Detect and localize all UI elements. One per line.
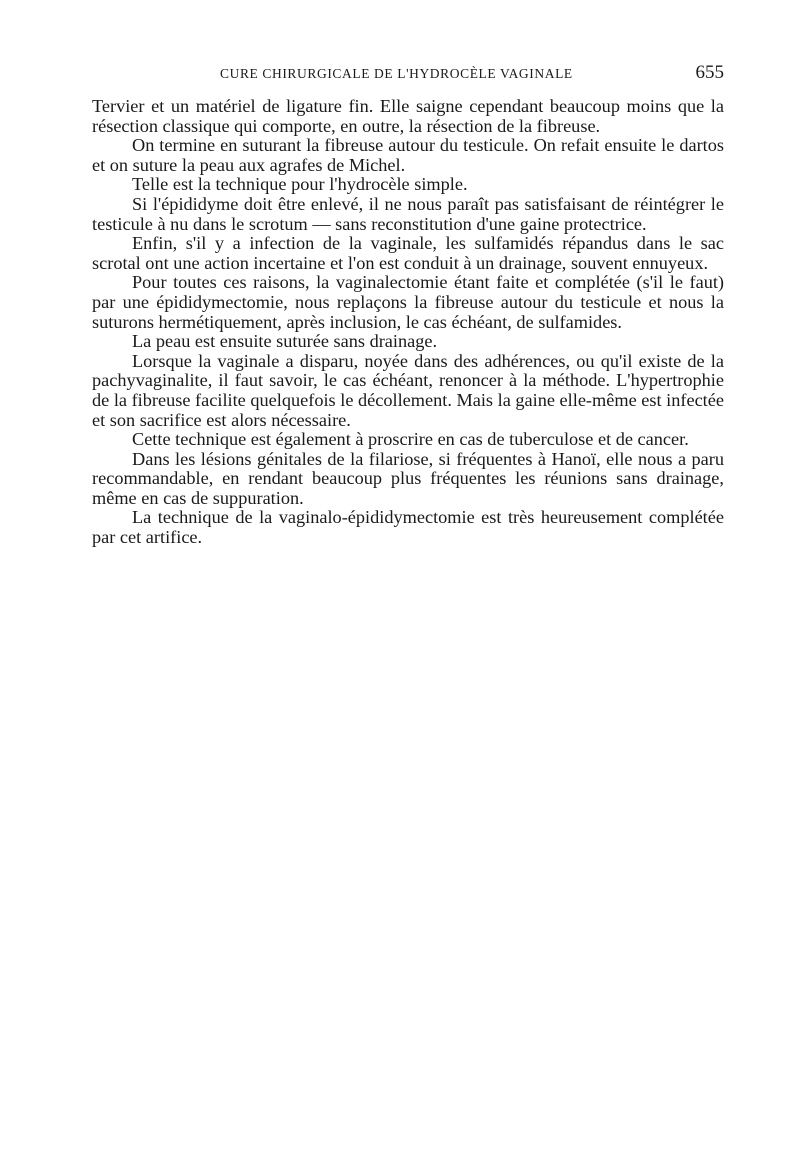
paragraph: Dans les lésions génitales de la filariose, si fréquentes à Hanoï, elle nous a paru recommandable, en rendant beaucoup plus fréquentes les réunions sans drainage, même en cas de suppuration. [92, 448, 724, 508]
running-title: CURE CHIRURGICALE DE L'HYDROCÈLE VAGINALE [220, 66, 573, 81]
running-header [92, 62, 724, 86]
paragraph: Telle est la technique pour l'hydrocèle simple. [132, 174, 468, 195]
paragraph: Enfin, s'il y a infection de la vaginale, les sulfamidés répandus dans le sac scrotal ont une action incertaine et l'on est conduit à un drainage, souvent ennuyeux. [92, 233, 724, 273]
paragraph: Si l'épididyme doit être enlevé, il ne nous paraît pas satisfaisant de réintégrer le testicule à nu dans le scrotum — sans reconstitution d'une gaine protectrice. [92, 193, 724, 234]
paragraph: Cette technique est également à proscrire en cas de tuberculose et de cancer. [132, 429, 689, 450]
paragraph: Lorsque la vaginale a disparu, noyée dans des adhérences, ou qu'il existe de la pachyvaginalite, il faut savoir, le cas échéant, renoncer à la méthode. L'hypertrophie de la fibreuse facilite quelquefois le décollement. Mais la gaine elle-même est infectée et son sacrifice est alors nécessaire. [92, 350, 724, 430]
paragraph: La technique de la vaginalo-épididymectomie est très heureusement complétée par cet artifice. [92, 507, 724, 548]
paragraph: La peau est ensuite suturée sans drainage. [132, 331, 438, 352]
paragraph: On termine en suturant la fibreuse autour du testicule. On refait ensuite le dartos et on suture la peau aux agrafes de Michel. [92, 135, 724, 175]
page-number: 655 [695, 62, 724, 83]
paragraph: Pour toutes ces raisons, la vaginalectomie étant faite et complétée (s'il le faut) par une épididymectomie, nous replaçons la fibreuse autour du testicule et nous la suturons hermétiquement, après inclusion, le cas échéant, de sulfamides. [92, 272, 724, 332]
body-text [92, 97, 724, 548]
paragraph: Tervier et un matériel de ligature fin. Elle saigne cependant beaucoup moins que la résection classique qui comporte, en outre, la résection de la fibreuse. [92, 96, 724, 136]
